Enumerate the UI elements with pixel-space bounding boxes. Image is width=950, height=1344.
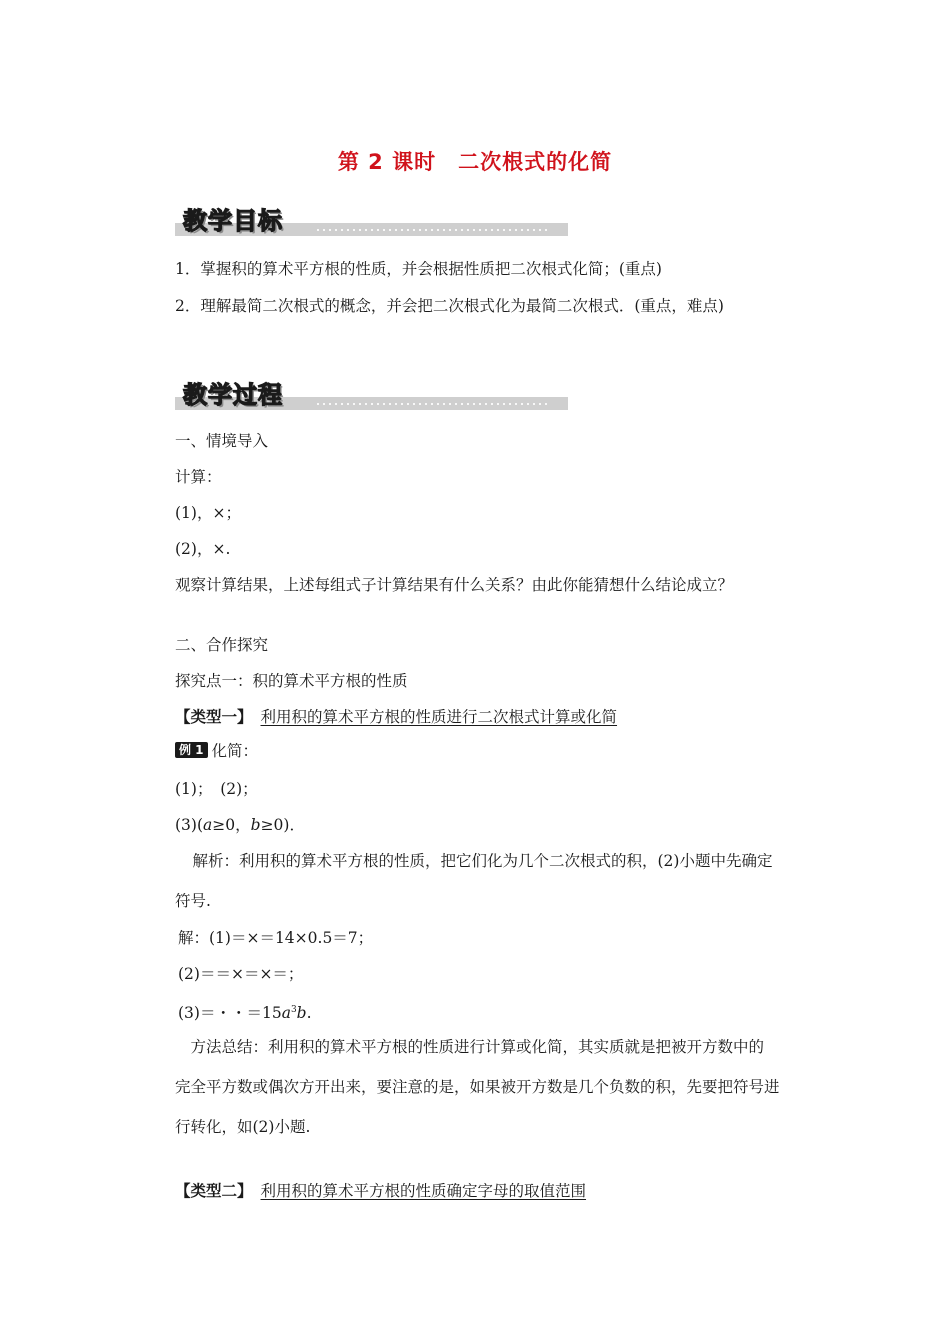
analysis-text-1: 解析：利用积的算术平方根的性质，把它们化为几个二次根式的积，(2)小题中先确定 [192, 852, 773, 870]
solution-line-1: 解：(1)＝×＝14×0.5＝7； [178, 929, 374, 947]
sol3-var-a: a [281, 1004, 291, 1023]
type-2-title: 利用积的算术平方根的性质确定字母的取值范围 [260, 1182, 587, 1200]
example-text: 化简： [211, 742, 259, 760]
calc-label: 计算： [175, 468, 222, 486]
type-1-heading [175, 706, 617, 728]
sol3-pre: (3)＝・・＝15 [178, 1004, 282, 1023]
explore-heading: 二、合作探究 [175, 636, 269, 654]
solution-line-2: (2)＝＝×＝×＝； [178, 965, 304, 983]
type-1-title: 利用积的算术平方根的性质进行二次根式计算或化简 [260, 708, 618, 726]
summary-text-1: 方法总结：利用积的算术平方根的性质进行计算或化简，其实质就是把被开方数中的 [190, 1038, 765, 1056]
sol3-post: . [306, 1004, 312, 1023]
calc-item-1: (1)，×； [175, 504, 241, 522]
summary-line-2: 完全平方数或偶次方开出来，要注意的是，如果被开方数是几个负数的积，先要把符号进 [175, 1078, 780, 1096]
sol3-var-b: b [296, 1004, 307, 1023]
section-header-goals [175, 198, 568, 238]
type-2-tag: 【类型二】 [175, 1181, 253, 1200]
page-title: 第 2 课时 二次根式的化简 [337, 150, 613, 174]
solution-line-3 [178, 999, 312, 1024]
analysis-line-2: 符号. [175, 892, 211, 910]
type-2-heading [175, 1180, 586, 1202]
section-dots [315, 403, 550, 405]
example-items-1-2: (1)； (2)； [175, 780, 258, 798]
example-badge: 例 1 [175, 742, 208, 758]
intro-heading: 一、情境导入 [175, 432, 269, 450]
summary-line-1 [175, 1036, 764, 1058]
goal-item-1: 1．掌握积的算术平方根的性质，并会根据性质把二次根式化简；(重点) [175, 260, 662, 278]
section-header-process [175, 372, 568, 412]
observe-text: 观察计算结果，上述每组式子计算结果有什么关系？由此你能猜想什么结论成立？ [175, 576, 734, 594]
example-item-3 [175, 814, 305, 836]
type-1-tag: 【类型一】 [175, 707, 253, 726]
section-label: 教学过程 [183, 381, 283, 409]
ex3-mid: ≥0， [212, 816, 251, 834]
ex3-pre: (3)( [175, 816, 204, 834]
analysis-line-1 [175, 850, 772, 872]
ex3-var-a: a [203, 816, 213, 834]
section-dots [315, 229, 550, 231]
section-label: 教学目标 [183, 207, 283, 235]
summary-line-3: 行转化，如(2)小题. [175, 1118, 311, 1136]
example-1 [175, 740, 258, 762]
ex3-var-b: b [250, 816, 261, 834]
sol3-exp: 3 [290, 1005, 297, 1015]
explore-point-1: 探究点一：积的算术平方根的性质 [175, 672, 408, 690]
goal-item-2: 2．理解最简二次根式的概念，并会把二次根式化为最简二次根式．(重点，难点) [175, 297, 724, 315]
calc-item-2: (2)，×. [175, 540, 231, 558]
ex3-post: ≥0)． [260, 816, 305, 834]
